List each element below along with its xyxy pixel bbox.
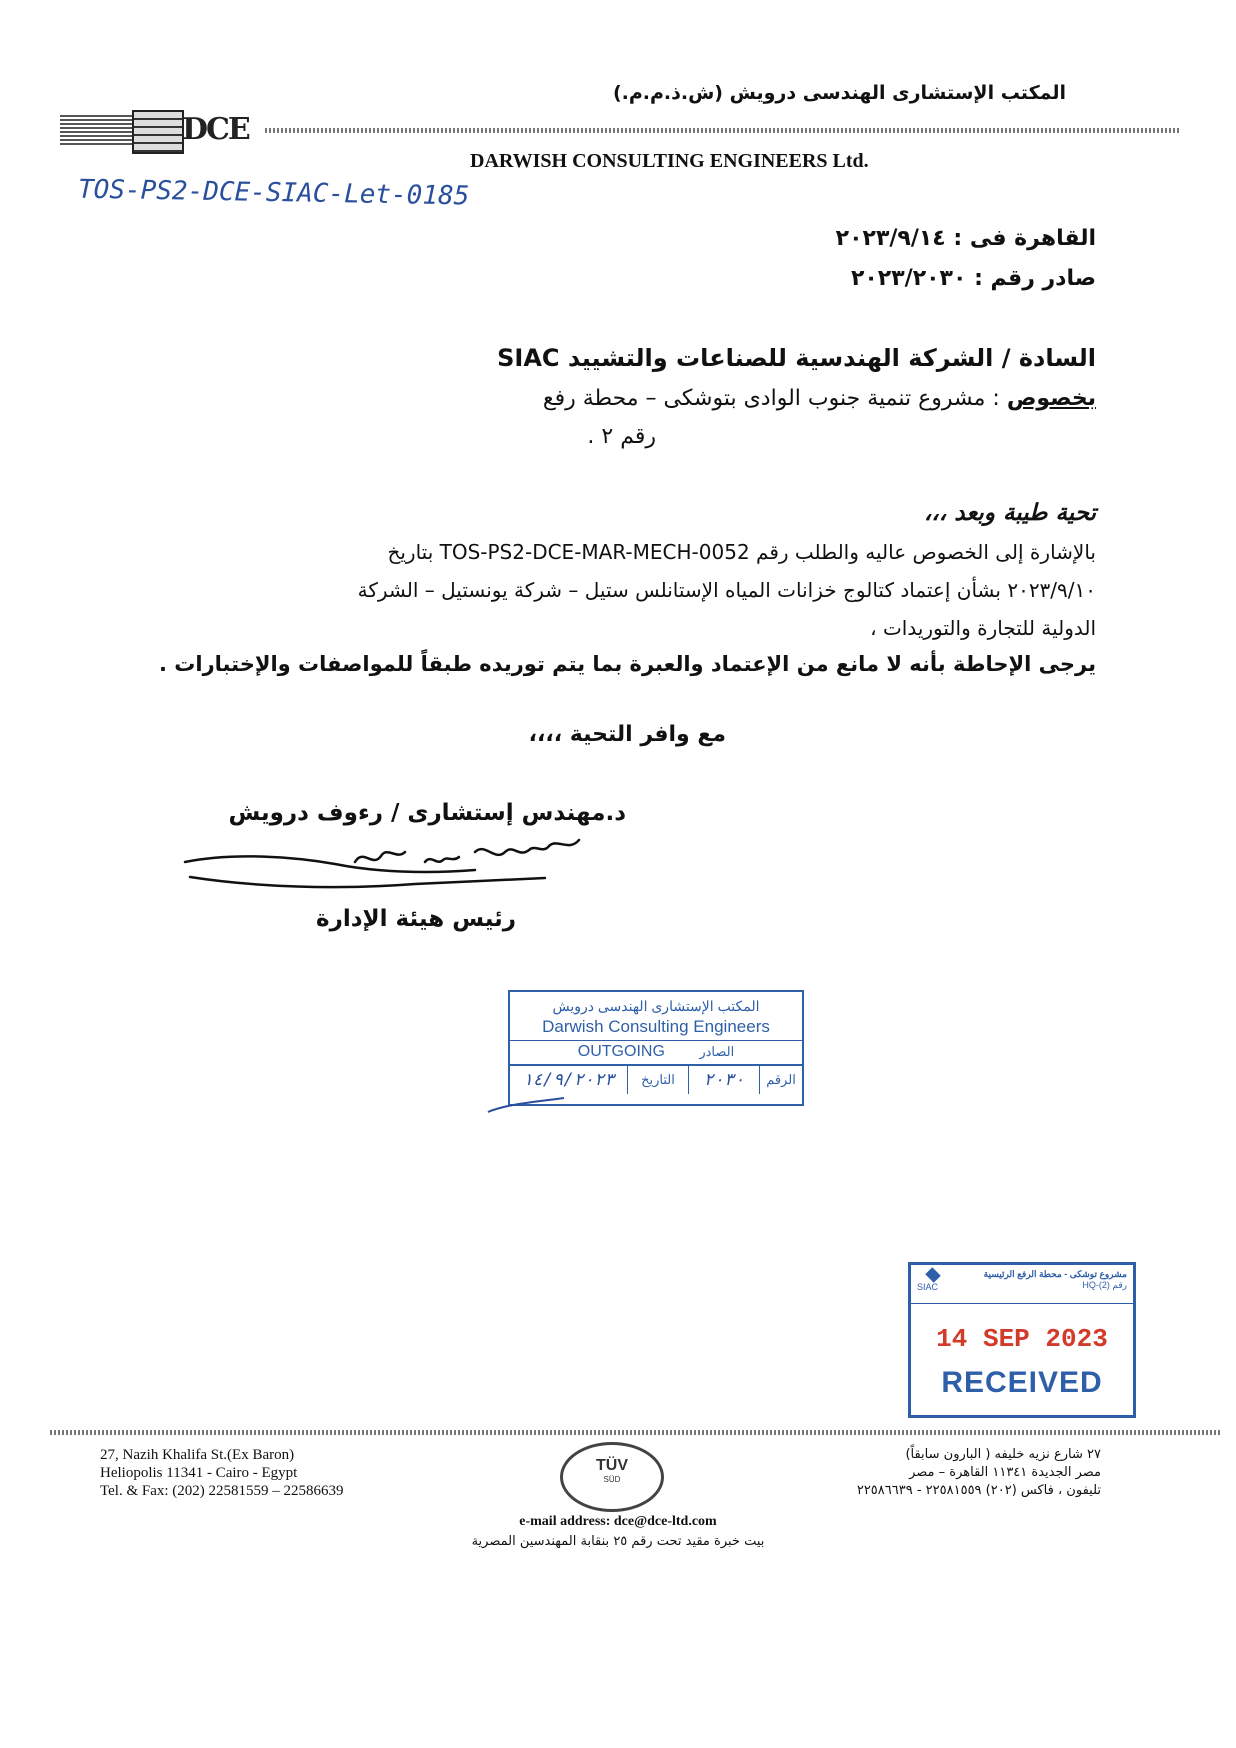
siac-logo-icon xyxy=(925,1267,941,1283)
company-name-arabic: المكتب الإستشارى الهندسى درويش (ش.ذ.م.م.) xyxy=(612,82,1066,104)
company-name-english: DARWISH CONSULTING ENGINEERS Ltd. xyxy=(470,150,869,172)
reference-number-line: صادر رقم : ٢٠٢٣/٢٠٣٠ xyxy=(850,266,1096,291)
footer-rule xyxy=(50,1430,1220,1435)
received-label: RECEIVED xyxy=(941,1366,1103,1399)
received-stamp xyxy=(908,1262,1136,1418)
subject-line xyxy=(196,386,1096,411)
stamp-company-en: Darwish Consulting Engineers xyxy=(542,1017,770,1036)
footer-address-arabic xyxy=(857,1446,1101,1500)
footer-registration: بيت خبرة مقيد تحت رقم ٢٥ بنقابة المهندسين المصرية xyxy=(471,1534,765,1549)
signatory-name: د.مهندس إستشارى / رءوف درويش xyxy=(228,800,626,826)
stamp-num-value: ٢٠٣٠ xyxy=(688,1066,759,1094)
stamp-num-label: الرقم xyxy=(759,1066,802,1094)
received-stamp-number: رقم (2)-HQ xyxy=(1082,1280,1127,1290)
logo-brick-icon xyxy=(132,110,184,154)
stamp-date-label: التاريخ xyxy=(627,1066,688,1094)
received-stamp-project-text: مشروع توشكى - محطة الرفع الرئيسية xyxy=(983,1269,1127,1279)
company-logo xyxy=(60,110,260,150)
recipient-line: السادة / الشركة الهندسية للصناعات والتشييد SIAC xyxy=(497,344,1096,372)
received-stamp-brand xyxy=(917,1269,939,1303)
stamp-company-ar: المكتب الإستشارى الهندسى درويش xyxy=(552,998,760,1014)
stamp-outgoing-ar: الصادر xyxy=(699,1044,735,1059)
footer-ar-line-1: ٢٧ شارع نزيه خليفه ( البارون سابقاً) xyxy=(905,1447,1101,1462)
footer-ar-line-2: مصر الجديدة ١١٣٤١ القاهرة – مصر xyxy=(909,1465,1101,1480)
subject-continuation: رقم ٢ . xyxy=(587,424,656,449)
logo-text: DCE xyxy=(182,112,249,147)
signatory-title: رئيس هيئة الإدارة xyxy=(316,906,516,932)
body-paragraph-line-1: بالإشارة إلى الخصوص عاليه والطلب رقم TOS-PS2-DCE-MAR-MECH-0052 بتاريخ xyxy=(387,540,1096,564)
footer-en-line-2: Heliopolis 11341 - Cairo - Egypt xyxy=(100,1465,298,1481)
greeting: تحية طيبة وبعد ،،، xyxy=(923,500,1096,526)
subject-label: بخصوص xyxy=(1006,386,1096,411)
stamp-date-value: ١٤/٩/٢٠٢٣ xyxy=(522,1070,615,1090)
subject-text: : مشروع تنمية جنوب الوادى بتوشكى – محطة رفع xyxy=(542,386,1007,411)
stamp-outgoing-en: OUTGOING xyxy=(577,1043,665,1060)
tuv-logo-top-text: TÜV xyxy=(596,1457,628,1474)
stamp-pen-stroke xyxy=(486,1094,566,1118)
footer-en-line-1: 27, Nazih Khalifa St.(Ex Baron) xyxy=(100,1447,295,1463)
tuv-certification-logo xyxy=(560,1442,664,1512)
header-rule xyxy=(265,128,1180,133)
footer-address-english xyxy=(100,1446,344,1500)
footer-en-line-3: Tel. & Fax: (202) 22581559 – 22586639 xyxy=(100,1483,344,1499)
handwritten-signature xyxy=(175,832,625,902)
outgoing-stamp xyxy=(508,990,804,1106)
body-paragraph-line-2: ٢٠٢٣/٩/١٠ بشأن إعتماد كتالوج خزانات المياه الإستانلس ستيل – شركة يونستيل – الشركة xyxy=(357,578,1096,602)
date-line: القاهرة فى : ٢٠٢٣/٩/١٤ xyxy=(835,226,1096,251)
received-stamp-brand-text: SIAC xyxy=(917,1282,939,1292)
footer-email: e-mail address: dce@dce-ltd.com xyxy=(519,1514,717,1529)
body-paragraph-line-3: الدولية للتجارة والتوريدات ، xyxy=(870,616,1096,640)
received-date: 14 SEP 2023 xyxy=(936,1324,1108,1354)
stamp-outgoing-row xyxy=(510,1040,802,1061)
closing-line: مع وافر التحية ،،،، xyxy=(528,722,726,747)
received-stamp-header xyxy=(911,1265,1133,1304)
tuv-logo-bottom-text: SÜD xyxy=(603,1475,621,1484)
footer-ar-line-3: تليفون ، فاكس (٢٠٢) ٢٢٥٨١٥٥٩ - ٢٢٥٨٦٦٣٩ xyxy=(856,1483,1101,1498)
approval-statement: يرجى الإحاطة بأنه لا مانع من الإعتماد والعبرة بما يتم توريده طبقاً للمواصفات والإختبارات . xyxy=(158,652,1096,676)
handwritten-reference: TOS-PS2-DCE-SIAC-Let-0185 xyxy=(77,174,470,212)
stamp-number-date-row xyxy=(510,1064,802,1094)
received-stamp-project xyxy=(984,1269,1127,1303)
